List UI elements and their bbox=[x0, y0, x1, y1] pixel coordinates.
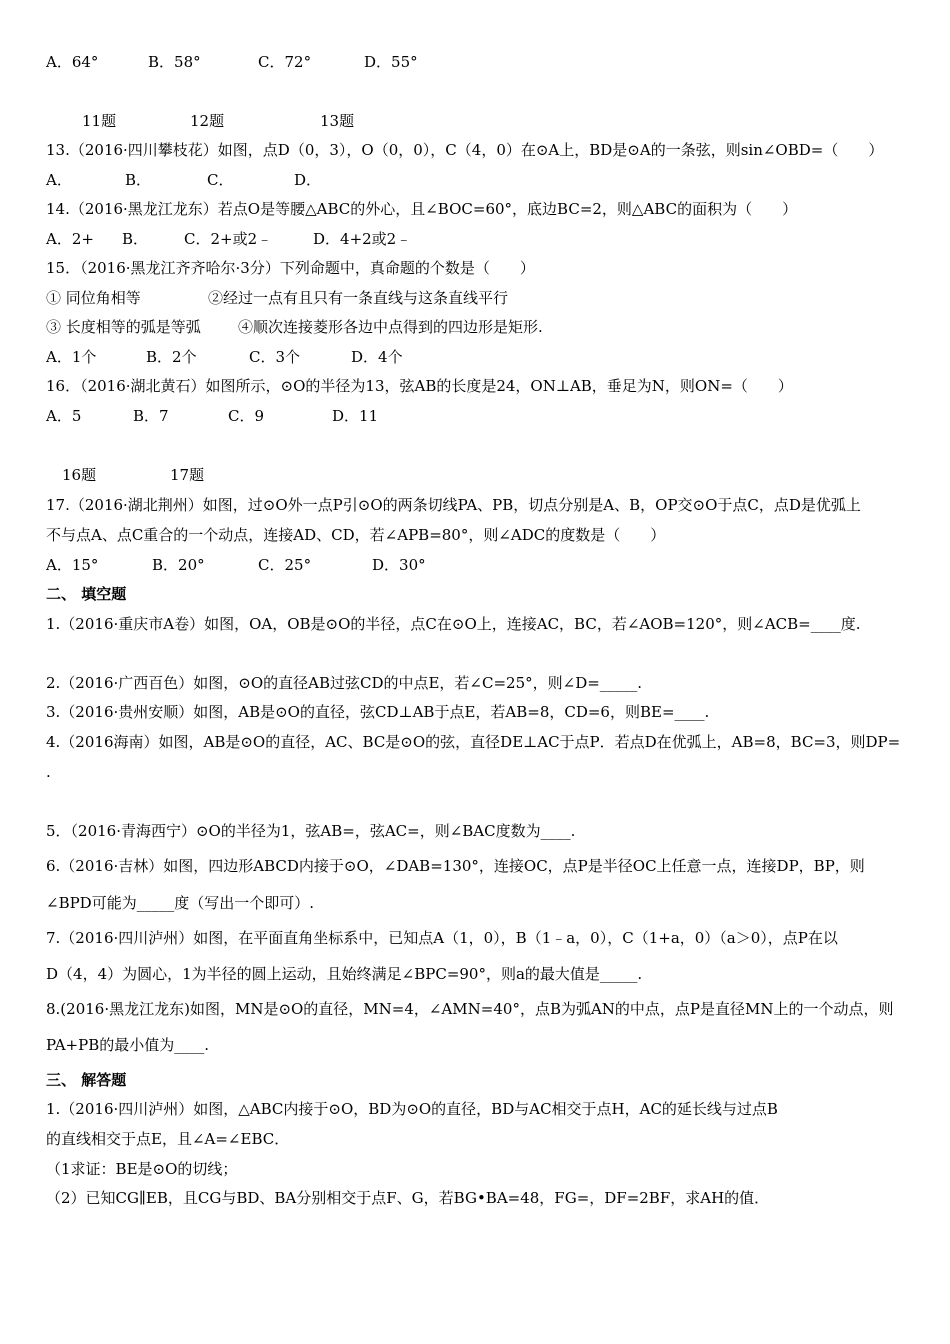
fill-question-6: 6.（2016·吉林）如图，四边形ABCD内接于⊙O，∠DAB=130°，连接OC，点P是半径OC上任意一点，连接DP，BP，则 bbox=[46, 857, 865, 875]
statement-2: ②经过一点有且只有一条直线与这条直线平行 bbox=[208, 289, 509, 307]
option-b: B．7 bbox=[133, 407, 169, 425]
solve-question-1-part-2: （2）已知CG∥EB，且CG与BD、BA分别相交于点F、G，若BG•BA=48，FG=，DF=2BF，求AH的值． bbox=[46, 1189, 770, 1207]
fill-question-8-cont: PA+PB的最小值为____. bbox=[46, 1036, 210, 1054]
solve-question-1-part-1: （1求证：BE是⊙O的切线； bbox=[46, 1160, 238, 1178]
fill-question-3: 3.（2016·贵州安顺）如图，AB是⊙O的直径，弦CD⊥AB于点E，若AB=8，CD=6，则BE=____. bbox=[46, 703, 710, 721]
fill-question-1: 1.（2016·重庆市A卷）如图，OA，OB是⊙O的半径，点C在⊙O上，连接AC，BC，若∠AOB=120°，则∠ACB=____度. bbox=[46, 615, 861, 633]
fill-question-7: 7.（2016·四川泸州）如图，在平面直角坐标系中，已知点A（1，0），B（1﹣a，0），C（1+a，0）（a＞0），点P在以 bbox=[46, 929, 838, 947]
option-a: A．64° bbox=[46, 53, 99, 71]
option-d: D．30° bbox=[372, 556, 426, 574]
question-14: 14.（2016·黑龙江龙东）若点O是等腰△ABC的外心，且∠BOC=60°，底边BC=2，则△ABC的面积为（ ） bbox=[46, 200, 798, 218]
question-13: 13.（2016·四川攀枝花）如图，点D（0，3），O（0，0），C（4，0）在⊙A上，BD是⊙A的一条弦，则sin∠OBD=（ ） bbox=[46, 141, 884, 159]
option-c: C．2+或2﹣ bbox=[184, 230, 273, 248]
option-d: D．11 bbox=[332, 407, 379, 425]
option-c: C． bbox=[207, 171, 234, 189]
statement-1: ① 同位角相等 bbox=[46, 289, 141, 307]
option-b: B．58° bbox=[148, 53, 201, 71]
option-b: B．20° bbox=[152, 556, 205, 574]
fill-question-8: 8.(2016·黑龙江龙东)如图，MN是⊙O的直径，MN=4，∠AMN=40°，点B为弧AN的中点，点P是直径MN上的一个动点，则 bbox=[46, 1000, 894, 1018]
option-a: A．1个 bbox=[46, 348, 97, 366]
statement-3: ③ 长度相等的弧是等弧 bbox=[46, 318, 201, 336]
fill-question-6-cont: ∠BPD可能为_____度（写出一个即可）. bbox=[46, 894, 314, 912]
fill-question-5: 5．（2016·青海西宁）⊙O的半径为1，弦AB=，弦AC=，则∠BAC度数为____. bbox=[46, 822, 576, 840]
question-16: 16．（2016·湖北黄石）如图所示，⊙O的半径为13，弦AB的长度是24，ON⊥AB，垂足为N，则ON=（ ） bbox=[46, 377, 793, 395]
fill-question-4: 4.（2016海南）如图，AB是⊙O的直径，AC、BC是⊙O的弦，直径DE⊥AC于点P．若点D在优弧上，AB=8，BC=3，则DP= bbox=[46, 733, 901, 751]
figure-caption: 17题 bbox=[170, 466, 205, 484]
figure-caption: 12题 bbox=[190, 112, 225, 130]
option-c: C．25° bbox=[258, 556, 312, 574]
solve-question-1: 1.（2016·四川泸州）如图，△ABC内接于⊙O，BD为⊙O的直径，BD与AC相交于点H，AC的延长线与过点B bbox=[46, 1100, 778, 1118]
option-a: A． bbox=[46, 171, 72, 189]
figure-caption: 13题 bbox=[320, 112, 355, 130]
fill-question-4-cont: . bbox=[46, 763, 51, 781]
section-heading-fill-in: 二、 填空题 bbox=[46, 585, 127, 603]
option-d: D．4个 bbox=[351, 348, 403, 366]
option-d: D． bbox=[294, 171, 322, 189]
option-c: C．9 bbox=[228, 407, 265, 425]
option-b: B．2个 bbox=[146, 348, 197, 366]
figure-caption: 16题 bbox=[62, 466, 97, 484]
question-17-cont: 不与点A、点C重合的一个动点，连接AD、CD，若∠APB=80°，则∠ADC的度数是（ ） bbox=[46, 526, 666, 544]
option-c: C．72° bbox=[258, 53, 312, 71]
option-a: A．5 bbox=[46, 407, 82, 425]
option-a: A．2+ bbox=[46, 230, 94, 248]
option-d: D．55° bbox=[364, 53, 418, 71]
option-d: D．4+2或2﹣ bbox=[313, 230, 412, 248]
option-b: B． bbox=[125, 171, 152, 189]
option-c: C．3个 bbox=[249, 348, 301, 366]
question-17: 17.（2016·湖北荆州）如图，过⊙O外一点P引⊙O的两条切线PA、PB，切点分别是A、B，OP交⊙O于点C，点D是优弧上 bbox=[46, 496, 861, 514]
section-heading-solve: 三、 解答题 bbox=[46, 1071, 127, 1089]
option-a: A．15° bbox=[46, 556, 99, 574]
question-15: 15．（2016·黑龙江齐齐哈尔·3分）下列命题中，真命题的个数是（ ） bbox=[46, 259, 535, 277]
fill-question-2: 2.（2016·广西百色）如图，⊙O的直径AB过弦CD的中点E，若∠C=25°，则∠D=_____. bbox=[46, 674, 643, 692]
solve-question-1-cont: 的直线相交于点E，且∠A=∠EBC． bbox=[46, 1130, 290, 1148]
option-b: B． bbox=[122, 230, 149, 248]
figure-caption: 11题 bbox=[82, 112, 117, 130]
statement-4: ④顺次连接菱形各边中点得到的四边形是矩形. bbox=[238, 318, 543, 336]
fill-question-7-cont: D（4，4）为圆心，1为半径的圆上运动，且始终满足∠BPC=90°，则a的最大值是_____. bbox=[46, 965, 643, 983]
